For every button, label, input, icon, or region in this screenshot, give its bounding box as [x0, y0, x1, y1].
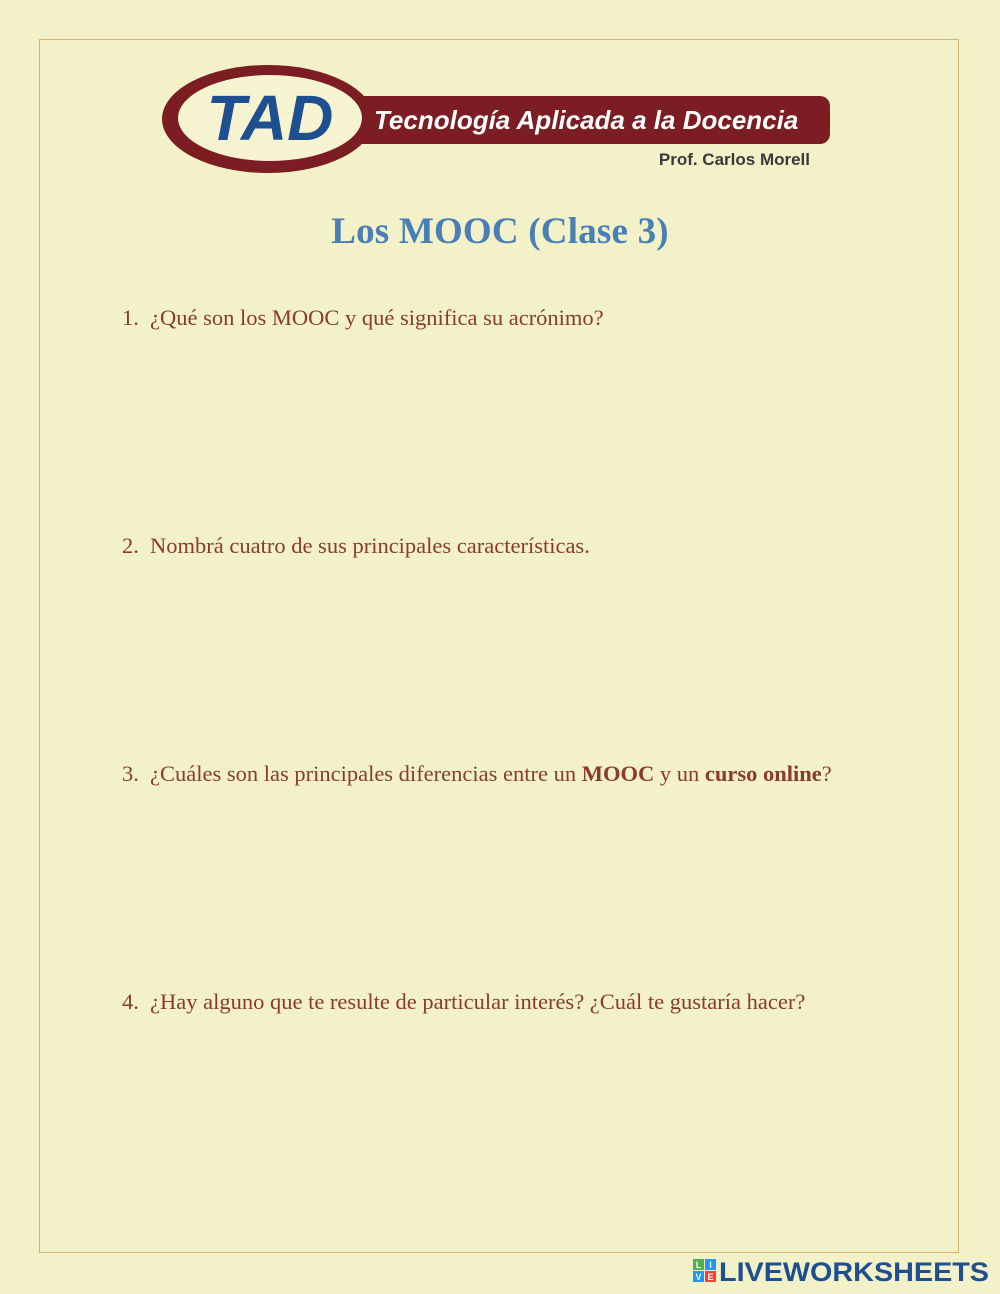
- badge-letter: L: [695, 1260, 702, 1270]
- page-title: Los MOOC (Clase 3): [331, 211, 669, 252]
- question-text-mid: y un: [654, 761, 705, 786]
- liveworksheets-logo: [693, 1256, 993, 1286]
- question-number: 1.: [122, 305, 139, 330]
- question-4: [122, 989, 952, 1015]
- question-number: 3.: [122, 761, 139, 786]
- badge-letter: V: [695, 1272, 702, 1282]
- liveworksheets-brand: LIVEWORKSHEETS: [719, 1257, 989, 1286]
- question-term-curso-online: curso online: [704, 761, 822, 786]
- question-number: 2.: [122, 533, 139, 558]
- logo-author: Prof. Carlos Morell: [658, 150, 810, 169]
- question-text: ¿Hay alguno que te resulte de particular interés? ¿Cuál te gustaría hacer?: [150, 989, 806, 1014]
- question-number: 4.: [122, 989, 139, 1014]
- question-3: [122, 761, 952, 787]
- question-text: Nombrá cuatro de sus principales características.: [150, 533, 590, 558]
- question-text: ¿Qué son los MOOC y qué significa su acrónimo?: [150, 305, 604, 330]
- question-term-mooc: MOOC: [581, 761, 655, 786]
- badge-letter: I: [709, 1260, 712, 1270]
- tad-logo: [160, 62, 832, 176]
- logo-abbr: TAD: [206, 82, 334, 154]
- logo-name: Tecnología Aplicada a la Docencia: [374, 105, 799, 135]
- question-1: [122, 305, 952, 331]
- question-text-post: ?: [821, 761, 832, 786]
- badge-letter: E: [707, 1272, 714, 1282]
- question-2: [122, 533, 952, 559]
- question-text-pre: ¿Cuáles son las principales diferencias entre un: [150, 761, 582, 786]
